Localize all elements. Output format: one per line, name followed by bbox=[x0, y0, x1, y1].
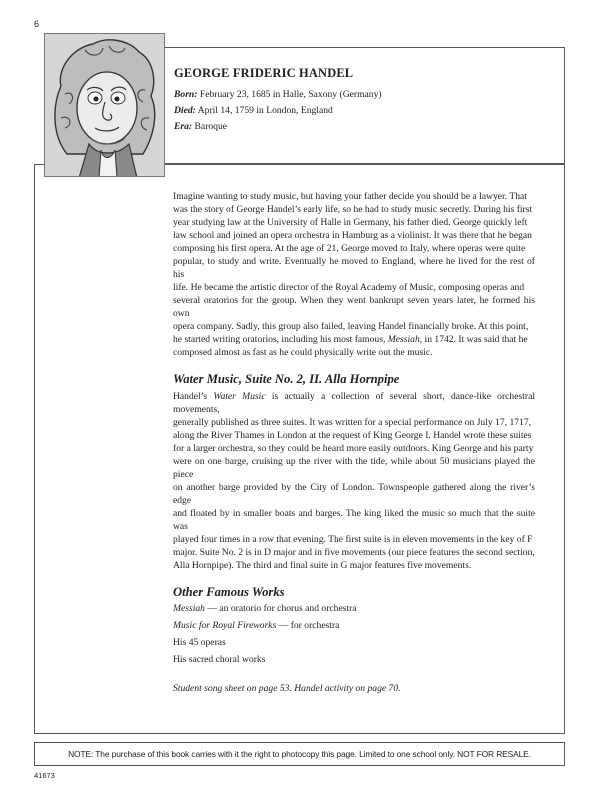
bio-text: , in 1742. It was said that he bbox=[419, 334, 528, 345]
composer-name: GEORGE FRIDERIC HANDEL bbox=[174, 66, 354, 80]
composer-portrait bbox=[44, 33, 165, 177]
bio-line: life. He became the artistic director of the Royal Academy of Music, composing operas and bbox=[173, 282, 525, 293]
catalog-number: 41673 bbox=[34, 771, 55, 780]
piece-line: along the River Thames in London at the request of King George I. Handel wrote these suites bbox=[173, 430, 532, 441]
featured-piece-description bbox=[173, 390, 535, 572]
photocopy-notice: NOTE: The purchase of this book carries with it the right to photocopy this page. Limited to one school only. NOT FOR RESALE. bbox=[34, 742, 565, 766]
born-line bbox=[174, 89, 382, 100]
born-label: Born: bbox=[174, 89, 198, 100]
bio-line: opera company. Sadly, this group also failed, leaving Handel financially broke. At this point, bbox=[173, 321, 529, 332]
messiah-title: Messiah bbox=[387, 334, 420, 345]
piece-line bbox=[173, 390, 535, 416]
work-title: Messiah bbox=[173, 603, 205, 614]
piece-line: played four times in a row that evening. The first suite is in eleven movements in the key of F bbox=[173, 534, 533, 545]
work-desc: — an oratorio for chorus and orchestra bbox=[204, 603, 357, 614]
cross-reference: Student song sheet on page 53. Handel activity on page 70. bbox=[173, 683, 401, 694]
piece-line: Alla Hornpipe). The third and final suite in G major features five movements. bbox=[173, 560, 472, 571]
piece-line: generally published as three suites. It was written for a special performance on July 17, 1717, bbox=[173, 417, 532, 428]
work-item bbox=[173, 602, 535, 615]
work-desc: — for orchestra bbox=[276, 620, 340, 631]
era-value: Baroque bbox=[194, 121, 228, 132]
bio-line bbox=[173, 333, 535, 346]
died-value: April 14, 1759 in London, England bbox=[197, 105, 333, 116]
piece-line: were on one barge, cruising up the river with the tide, while about 50 musicians played the piece bbox=[173, 456, 535, 480]
water-music-title: Water Music bbox=[213, 391, 266, 402]
bio-text: he started writing oratorios, including his most famous, bbox=[173, 334, 388, 345]
piece-text: is actually a collection of several short, dance-like orchestral movements, bbox=[173, 391, 535, 415]
bio-line: composed almost as fast as he could physically write out the music. bbox=[173, 347, 433, 358]
work-item bbox=[173, 619, 535, 632]
piece-line: and floated by in smaller boats and barges. The king liked the music so much that the suite was bbox=[173, 508, 535, 532]
died-line bbox=[174, 105, 333, 116]
work-item bbox=[173, 653, 535, 666]
work-item bbox=[173, 636, 535, 649]
work-desc: His 45 operas bbox=[173, 637, 226, 648]
bio-line: was the story of George Handel’s early life, so he had to study music secretly. During his first bbox=[173, 204, 533, 215]
bio-line: Imagine wanting to study music, but having your father decide you should be a lawyer. That bbox=[173, 191, 527, 202]
work-title: Music for Royal Fireworks bbox=[173, 620, 277, 631]
piece-line: on another barge provided by the City of London. Townspeople gathered along the river’s edge bbox=[173, 482, 535, 506]
featured-piece-title: Water Music, Suite No. 2, II. Alla Hornpipe bbox=[173, 372, 400, 386]
bio-line: composing his first opera. At the age of 21, George moved to Italy, where operas were quite bbox=[173, 243, 526, 254]
other-works-title: Other Famous Works bbox=[173, 585, 285, 599]
piece-line: for a larger orchestra, so they could be heard more easily outdoors. King George and his party bbox=[173, 443, 534, 454]
other-works-list bbox=[173, 602, 535, 666]
page-content bbox=[173, 190, 535, 695]
born-value: February 23, 1685 in Halle, Saxony (Germany) bbox=[199, 89, 382, 100]
bio-line: popular, to study and write. Eventually he moved to England, where he lived for the rest of his bbox=[173, 256, 535, 280]
work-desc: His sacred choral works bbox=[173, 654, 266, 665]
era-label: Era: bbox=[174, 121, 193, 132]
composer-caricature bbox=[45, 34, 165, 177]
bio-line: year studying law at the University of Halle in Germany, his father died. George quickly left bbox=[173, 217, 528, 228]
page-number: 6 bbox=[34, 19, 40, 29]
piece-line: major. Suite No. 2 is in D major and in five movements (our piece features the second section, bbox=[173, 547, 535, 558]
bio-line: law school and joined an opera orchestra in Hamburg as a violinist. It was there that he began bbox=[173, 230, 532, 241]
piece-text: Handel’s bbox=[173, 391, 214, 402]
bio-line: several oratorios for the group. When they went bankrupt seven years later, he formed his own bbox=[173, 295, 535, 319]
era-line bbox=[174, 121, 227, 132]
died-label: Died: bbox=[174, 105, 196, 116]
biography bbox=[173, 190, 535, 359]
